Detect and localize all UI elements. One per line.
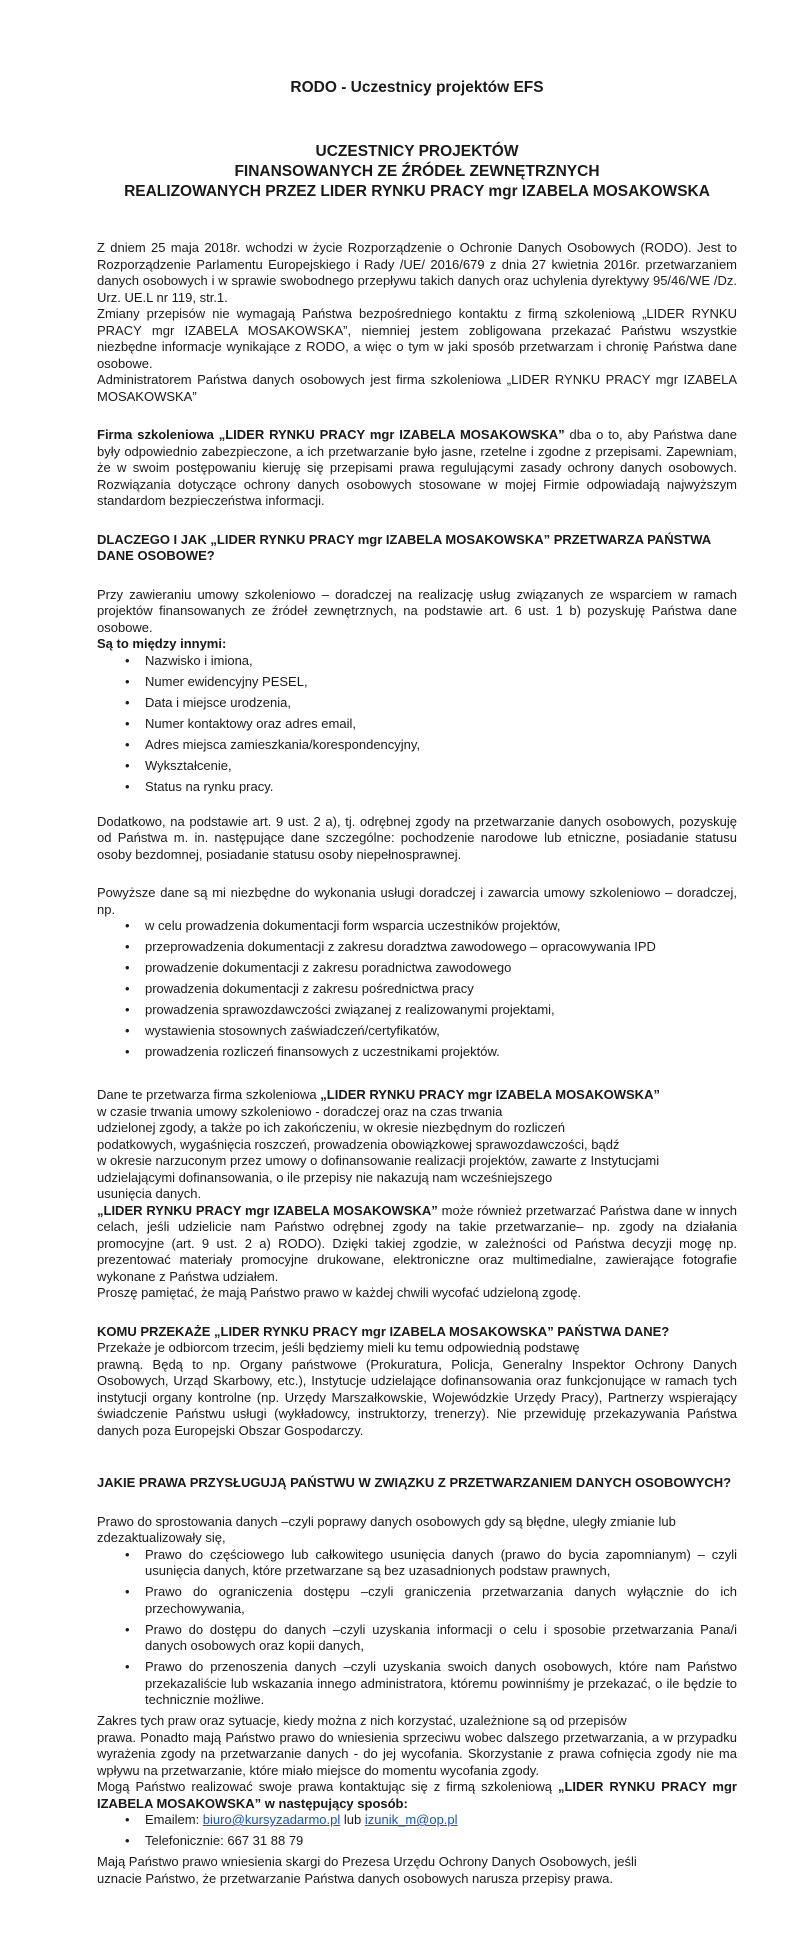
contact-list [97,1812,737,1850]
purpose-list [97,918,737,1061]
or-text: lub [340,1812,365,1827]
among-label: Są to między innymi: [97,636,227,651]
section-title-rights: JAKIE PRAWA PRZYSŁUGUJĄ PAŃSTWU W ZWIĄZKU Z PRZETWARZANIEM DANYCH OSOBOWYCH? [97,1475,732,1490]
document-heading [97,142,737,202]
withdraw-consent-note: Proszę pamiętać, że mają Państwo prawo w każdej chwili wycofać udzieloną zgodę. [97,1285,582,1300]
list-item: • prowadzenia dokumentacji z zakresu pośrednictwa pracy [145,981,737,998]
intro-paragraph: Zmiany przepisów nie wymagają Państwa bezpośredniego kontaktu z firmą szkoleniową „LIDER RYNKU PRACY mgr IZABELA MOSAKOWSKA”, niemniej jestem zobligowana przekazać Państwu wszystkie niezbędne informacje wynikające z RODO, a więc o tym w jaki sposób przetwarzam i chronię Państwa dane osobowe. [97,306,737,371]
other-purposes-paragraph [97,1203,737,1286]
page-title: RODO - Uczestnicy projektów EFS [290,79,544,96]
text-line: udzielonej zgody, a także po ich zakończeniu, w okresie niezbędnym do rozliczeń [97,1120,566,1135]
firm-name: „LIDER RYNKU PRACY mgr IZABELA MOSAKOWSKA” [97,1202,438,1218]
email-contact [145,1812,737,1829]
list-item: • prowadzenie dokumentacji z zakresu poradnictwa zawodowego [145,960,737,977]
list-item: • Status na rynku pracy. [145,779,737,796]
complaint-lines [97,1854,737,1887]
list-item: • Numer kontaktowy oraz adres email, [145,716,737,733]
objection-paragraph: prawa. Ponadto mają Państwo prawo do wniesienia sprzeciwu wobec dalszego przetwarzania, a w przypadku wyrażenia zgody na przetwarzanie danych - do jej wycofania. Skorzystanie z prawa cofnięcia zgody nie ma wpływu na przetwarzanie, które miało miejsce do momentu wycofania zgody. [97,1729,737,1778]
firm-paragraph [97,427,737,510]
list-item: • Prawo do dostępu do danych –czyli uzyskania informacji o celu i sposobie przetwarzania Pana/i danych osobowych oraz kopii danych, [145,1622,737,1655]
other-purposes-text: może również przetwarzać Państwa dane w innych celach, jeśli udzielicie nam Państwo odrębnej zgody na takie przetwarzanie– np. zgody na działania promocyjne (art. 9 ust. 2 a) RODO). Dzięki takiej zgodzie, w zależności od Państwa decyzji mogę np. prezentować materiały promocyjne drukowane, elektroniczne oraz multimedialne, zawierające fotografie wykonane z Państwa udziałem. [97,1202,737,1284]
email-link-biuro[interactable]: biuro@kursyzadarmo.pl [202,1812,341,1827]
text-line: w okresie narzuconym przez umowy o dofinansowanie realizacji projektów, zawarte z Instytucjami [97,1153,660,1168]
rights-lines [97,1713,737,1730]
list-item: • przeprowadzenia dokumentacji z zakresu doradztwa zawodowego – opracowywania IPD [145,939,737,956]
text-line: udzielającymi dofinansowania, o ile przepisy nie nakazują nam wcześniejszego [97,1169,553,1185]
firm-name: „LIDER RYNKU PRACY mgr IZABELA MOSAKOWSKA” w następujący sposób: [97,1779,737,1811]
processing-lines [97,1104,737,1203]
list-item: • Prawo do ograniczenia dostępu –czyli graniczenia przetwarzania danych wyłącznie do ich przechowywania, [145,1584,737,1617]
list-item: • Prawo do przenoszenia danych –czyli uzyskania swoich danych osobowych, które nam Państwo przekazaliście lub wskazania innego administratora, któremu powinniśmy je przekazać, o ile będzie to technicznie możliwe. [145,1659,737,1709]
intro-paragraph: Administratorem Państwa danych osobowych jest firma szkoleniowa „LIDER RYNKU PRACY mgr IZABELA MOSAKOWSKA” [97,372,737,404]
list-item: • Numer ewidencyjny PESEL, [145,674,737,691]
text-line: Zakres tych praw oraz sytuacje, kiedy można z nich korzystać, uzależnione są od przepisów [97,1713,627,1728]
personal-data-list [97,653,737,796]
text-line: Przekaże je odbiorcom trzecim, jeśli będziemy mieli ku temu odpowiednią podstawę [97,1340,580,1355]
email-label: Emailem: [145,1812,203,1827]
list-item: • wystawienia stosownych zaświadczeń/certyfikatów, [145,1023,737,1040]
text-line: usunięcia danych. [97,1186,202,1201]
phone-contact: • Telefonicznie: 667 31 88 79 [145,1833,737,1850]
contact-paragraph [97,1779,737,1812]
section-title-why: DLACZEGO I JAK „LIDER RYNKU PRACY mgr IZABELA MOSAKOWSKA” PRZETWARZA PAŃSTWA DANE OSOBOWE? [97,531,711,563]
email-link-izunik[interactable]: izunik_m@op.pl [364,1812,458,1827]
list-item: • prowadzenia sprawozdawczości związanej z realizowanymi projektami, [145,1002,737,1019]
text-line: w czasie trwania umowy szkoleniowo - doradczej oraz na czas trwania [97,1103,503,1119]
list-item: • Wykształcenie, [145,758,737,775]
purpose-paragraph: Powyższe dane są mi niezbędne do wykonania usługi doradczej i zawarcia umowy szkoleniowo – doradczej, np. [97,885,737,917]
heading-line: UCZESTNICY PROJEKTÓW [315,143,519,160]
section-title-whom: KOMU PRZEKAŻE „LIDER RYNKU PRACY mgr IZABELA MOSAKOWSKA” PAŃSTWA DANE? [97,1323,670,1339]
recipients-paragraph: prawną. Będą to np. Organy państwowe (Prokuratura, Policja, Generalny Inspektor Ochrony Danych Osobowych, Urząd Skarbowy, etc.), Instytucje udzielające dofinansowania oraz funkcjonujące w ramach tych instytucji organy kontrolne (np. Urzędy Marszałkowskie, Wojewódzkie Urzędy Pracy), Partnerzy wspierający świadczenie Państwu usługi (wykładowcy, instruktorzy, trenerzy). Nie przewiduję przekazywania Państwa danych poza Europejski Obszar Gospodarczy. [97,1356,737,1438]
rectification-paragraph: Prawo do sprostowania danych –czyli poprawy danych osobowych gdy są błędne, uległy zmianie lub zdezaktualizowały się, [97,1513,676,1545]
heading-line: FINANSOWANYCH ZE ŹRÓDEŁ ZEWNĘTRZNYCH [234,163,600,180]
list-item: • Adres miejsca zamieszkania/korespondencyjny, [145,737,737,754]
text-line: uznacie Państwo, że przetwarzanie Państwa danych osobowych narusza przepisy prawa. [97,1870,613,1886]
text-line: Mają Państwo prawo wniesienia skargi do Prezesa Urzędu Ochrony Danych Osobowych, jeśli [97,1854,637,1869]
list-item: • prowadzenia rozliczeń finansowych z uczestnikami projektów. [145,1044,737,1061]
whom-lines [97,1340,737,1357]
heading-line: REALIZOWANYCH PRZEZ LIDER RYNKU PRACY mgr IZABELA MOSAKOWSKA [124,183,710,200]
list-item: • Prawo do częściowego lub całkowitego usunięcia danych (prawo do bycia zapomnianym) – czyli usunięcia danych, które przetwarzane są bez uzasadnionych podstaw prawnych, [145,1547,737,1580]
processing-lead [97,1087,737,1104]
firm-name: „LIDER RYNKU PRACY mgr IZABELA MOSAKOWSKA” [320,1087,660,1102]
list-item: • w celu prowadzenia dokumentacji form wsparcia uczestników projektów, [145,918,737,935]
firm-text: dba o to, aby Państwa dane były odpowiednio zabezpieczone, a ich przetwarzanie było jasne, rzetelne i zgodne z przepisami. Zapewniam, że w swoim postępowaniu kieruję się przepisami prawa regulującymi zasady ochrony danych osobowych. Rozwiązania dotyczące ochrony danych osobowych stosowane w mojej Firmie odpowiadają najwyższym standardom bezpieczeństwa informacji. [97,427,737,508]
intro-paragraph: Z dniem 25 maja 2018r. wchodzi w życie Rozporządzenie o Ochronie Danych Osobowych (RODO). Jest to Rozporządzenie Parlamentu Europejskiego i Rady /UE/ 2016/679 z dnia 27 kwietnia 2016r. przetwarzaniem danych osobowych i w sprawie swobodnego przepływu takich danych oraz uchylenia dyrektywy 95/46/WE /Dz. Urz. UE.L nr 119, str.1. [97,240,737,305]
text-line: podatkowych, wygaśnięcia roszczeń, prowadzenia obowiązkowej sprawozdawczości, bądź [97,1136,620,1152]
firm-name: Firma szkoleniowa „LIDER RYNKU PRACY mgr IZABELA MOSAKOWSKA” [97,427,565,442]
processing-lead-text: Dane te przetwarza firma szkoleniowa [97,1087,321,1102]
list-item: • Data i miejsce urodzenia, [145,695,737,712]
why-paragraph: Przy zawieraniu umowy szkoleniowo – doradczej na realizację usług związanych ze wsparciem w ramach projektów finansowanych ze źródeł zewnętrznych, na podstawie art. 6 ust. 1 b) pozyskuję Państwa dane osobowe. [97,586,737,635]
list-item: • Nazwisko i imiona, [145,653,737,670]
rights-list [97,1547,737,1709]
contact-lead-text: Mogą Państwo realizować swoje prawa kontaktując się z firmą szkoleniową [97,1779,558,1794]
special-data-paragraph: Dodatkowo, na podstawie art. 9 ust. 2 a), tj. odrębnej zgody na przetwarzanie danych osobowych, pozyskuję od Państwa m. in. następujące dane szczególne: pochodzenie narodowe lub etniczne, posiadanie statusu osoby bezdomnej, posiadanie statusu osoby niepełnosprawnej. [97,813,737,862]
